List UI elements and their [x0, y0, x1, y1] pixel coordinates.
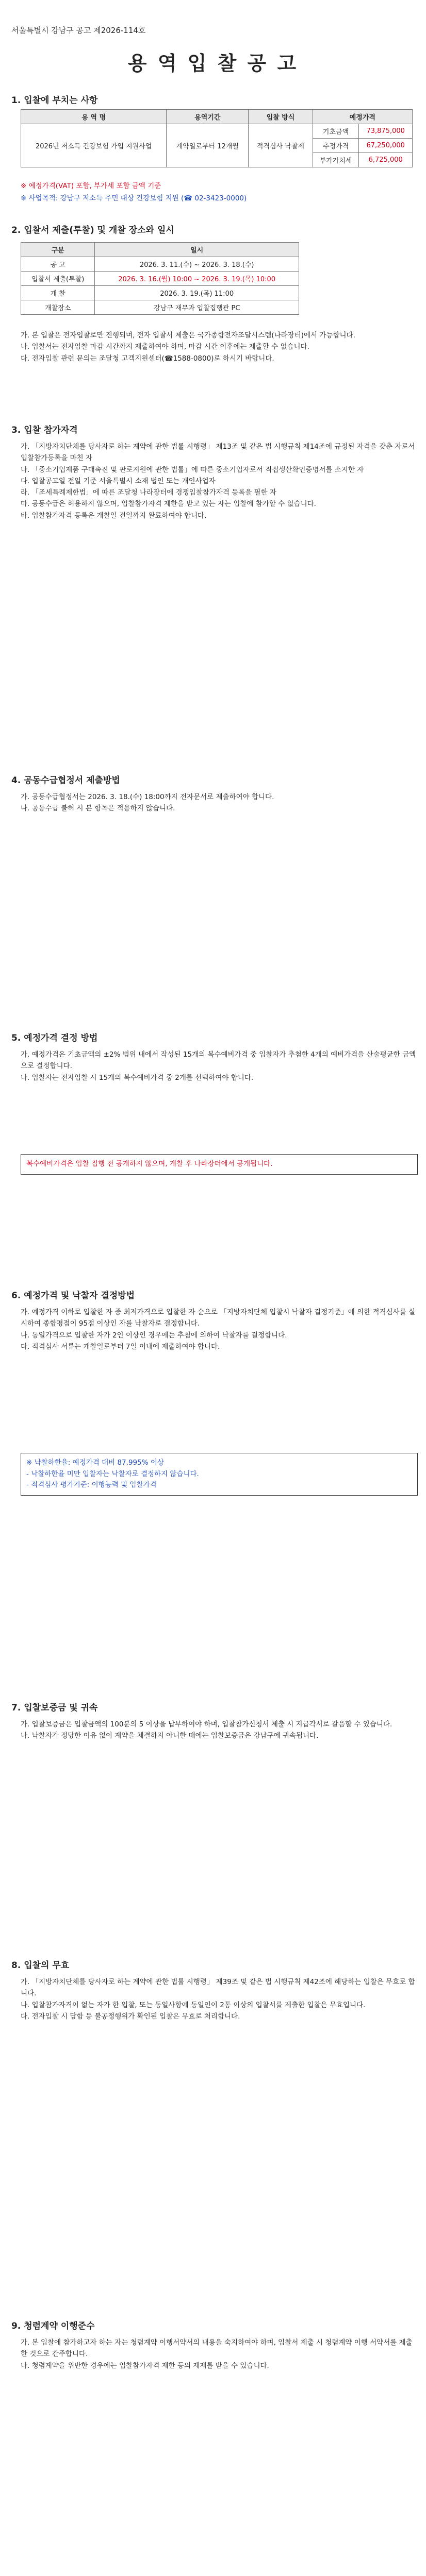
cell-method: 적격심사 낙찰제 [249, 124, 313, 167]
sec6-box-line: - 낙찰하한율 미만 입찰자는 낙찰자로 결정하지 않습니다. [26, 1469, 199, 1478]
cell-service-name: 2026년 저소득 건강보험 가입 지원사업 [21, 124, 167, 167]
sec6-item: 다. 적격심사 서류는 개찰일로부터 7일 이내에 제출하여야 합니다. [21, 1342, 220, 1351]
section-9-title: 9. 청렴계약 이행준수 [11, 2321, 95, 2331]
sec6-item: 나. 동일가격으로 입찰한 자가 2인 이상인 경우에는 추첨에 의하여 낙찰자를 결정합니다. [21, 1331, 287, 1340]
sec7-item: 나. 낙찰자가 정당한 이유 없이 계약을 체결하지 아니한 때에는 입찰보증금은 강남구에 귀속됩니다. [21, 1732, 319, 1740]
sec3-item: 마. 공동수급은 허용하지 않으며, 입찰참가자격 제한을 받고 있는 자는 입찰에 참가할 수 없습니다. [21, 500, 316, 509]
page-title: 용 역 입 찰 공 고 [127, 52, 299, 75]
sec5-item: 가. 예정가격은 기초금액의 ±2% 범위 내에서 작성된 15개의 복수예비가격 중 입찰자가 추첨한 4개의 예비가격을 산술평균한 금액으로 결정합니다. [21, 1050, 416, 1071]
sec3-item: 가. 「지방자치단체를 당사자로 하는 계약에 관한 법률 시행령」 제13조 및 같은 법 시행규칙 제14조에 규정된 자격을 갖춘 자로서 입찰참가등록을 마친 자 [21, 443, 415, 463]
th-kind: 구분 [21, 243, 95, 257]
cell-v: 강남구 재무과 입찰집행관 PC [95, 300, 299, 315]
th-name: 용 역 명 [21, 110, 167, 124]
section-4-title: 4. 공동수급협정서 제출방법 [11, 775, 120, 786]
cell-price-3: 6,725,000 [359, 153, 413, 167]
notice-number: 서울특별시 강남구 공고 제2026-114호 [11, 26, 146, 35]
cell-k: 개 찰 [21, 286, 95, 300]
cell-price-label-2: 추정가격 [313, 139, 359, 153]
sec3-items [21, 441, 418, 521]
cell-price-1: 73,875,000 [359, 124, 413, 139]
cell-v: 2026. 3. 11.(수) ~ 2026. 3. 18.(수) [95, 257, 299, 272]
cell-k: 개찰장소 [21, 300, 95, 315]
sec5-items [21, 1049, 418, 1083]
cell-k: 입찰서 제출(투찰) [21, 272, 95, 286]
sec2-notes [21, 330, 418, 364]
cell-v: 2026. 3. 19.(목) 11:00 [95, 286, 299, 300]
sec6-items [21, 1307, 418, 1352]
sec5-box: 복수예비가격은 입찰 집행 전 공개하지 않으며, 개찰 후 나라장터에서 공개됩니다. [21, 1154, 418, 1175]
sec8-item: 다. 전자입찰 시 담합 등 불공정행위가 확인된 입찰은 무효로 처리합니다. [21, 2012, 240, 2021]
sec7-item: 가. 입찰보증금은 입찰금액의 100분의 5 이상을 납부하여야 하며, 입찰참가신청서 제출 시 지급각서로 갈음할 수 있습니다. [21, 1720, 392, 1728]
sec3-item: 라. 「조세특례제한법」에 따른 조달청 나라장터에 경쟁입찰참가자격 등록을 필한 자 [21, 488, 276, 497]
section-8-title: 8. 입찰의 무효 [11, 1960, 70, 1971]
section-5-title: 5. 예정가격 결정 방법 [11, 1033, 98, 1043]
sec4-items [21, 791, 418, 815]
sec8-item: 가. 「지방자치단체를 당사자로 하는 계약에 관한 법률 시행령」 제39조 및 같은 법 시행규칙 제42조에 해당하는 입찰은 무효로 합니다. [21, 1978, 415, 1998]
cell-v: 2026. 3. 16.(월) 10:00 ~ 2026. 3. 19.(목) 10:00 [95, 272, 299, 286]
cell-period: 계약일로부터 12개월 [167, 124, 249, 167]
schedule-table [21, 242, 299, 315]
sec3-item: 나. 「중소기업제품 구매촉진 및 판로지원에 관한 법률」에 따른 중소기업자로서 직접생산확인증명서를 소지한 자 [21, 465, 364, 474]
sec9-item: 나. 청렴계약을 위반한 경우에는 입찰참가자격 제한 등의 제재를 받을 수 있습니다. [21, 2361, 269, 2370]
sec6-box-line: - 적격심사 평가기준: 이행능력 및 입찰가격 [26, 1481, 157, 1489]
sec2-note: 나. 입찰서는 전자입찰 마감 시간까지 제출하여야 하며, 마감 시간 이후에는 제출할 수 없습니다. [21, 343, 309, 351]
sec9-item: 가. 본 입찰에 참가하고자 하는 자는 청렴계약 이행서약서의 내용을 숙지하여야 하며, 입찰서 제출 시 청렴계약 이행 서약서를 제출한 것으로 간주합니다. [21, 2338, 413, 2359]
th-price: 예정가격 [313, 110, 412, 124]
sec3-item: 다. 입찰공고일 전일 기준 서울특별시 소재 법인 또는 개인사업자 [21, 477, 216, 485]
sec4-item: 나. 공동수급 불허 시 본 항목은 적용하지 않습니다. [21, 804, 175, 813]
th-datetime: 일시 [95, 243, 299, 257]
sec1-note-1: ※ 예정가격(VAT) 포함, 부가세 포함 금액 기준 [21, 182, 161, 190]
th-period: 용역기간 [167, 110, 249, 124]
bid-item-table [21, 109, 413, 167]
sec9-items [21, 2337, 418, 2371]
cell-price-label-1: 기초금액 [313, 124, 359, 139]
sec6-box [21, 1453, 418, 1496]
cell-k: 공 고 [21, 257, 95, 272]
section-1-title: 1. 입찰에 부치는 사항 [11, 95, 98, 106]
sec2-note: 가. 본 입찰은 전자입찰로만 진행되며, 전자 입찰서 제출은 국가종합전자조달시스템(나라장터)에서 가능합니다. [21, 331, 355, 340]
section-7-title: 7. 입찰보증금 및 귀속 [11, 1703, 98, 1713]
sec6-item: 가. 예정가격 이하로 입찰한 자 중 최저가격으로 입찰한 자 순으로 「지방자치단체 입찰시 낙찰자 결정기준」에 의한 적격심사를 실시하여 종합평점이 95점 이상인 자를 낙찰자로 결정합니다. [21, 1308, 416, 1328]
sec4-item: 가. 공동수급협정서는 2026. 3. 18.(수) 18:00까지 전자문서로 제출하여야 합니다. [21, 793, 274, 801]
section-3-title: 3. 입찰 참가자격 [11, 425, 78, 435]
cell-price-label-3: 부가가치세 [313, 153, 359, 167]
sec1-note-2: ※ 사업목적: 강남구 저소득 주민 대상 건강보험 지원 (☎ 02-3423-0000) [21, 194, 247, 202]
section-2-title: 2. 입찰서 제출(투찰) 및 개찰 장소와 일시 [11, 225, 174, 235]
sec2-note: 다. 전자입찰 관련 문의는 조달청 고객지원센터(☎1588-0800)로 하시기 바랍니다. [21, 354, 274, 363]
sec8-item: 나. 입찰참가자격이 없는 자가 한 입찰, 또는 동일사항에 동일인이 2통 이상의 입찰서를 제출한 입찰은 무효입니다. [21, 2001, 366, 2009]
cell-price-2: 67,250,000 [359, 139, 413, 153]
section-6-title: 6. 예정가격 및 낙찰자 결정방법 [11, 1291, 135, 1301]
sec8-items [21, 1976, 418, 2022]
sec6-box-line: ※ 낙찰하한율: 예정가격 대비 87.995% 이상 [26, 1459, 164, 1467]
sec3-item: 바. 입찰참가자격 등록은 개찰일 전일까지 완료하여야 합니다. [21, 511, 207, 520]
sec5-item: 나. 입찰자는 전자입찰 시 15개의 복수예비가격 중 2개를 선택하여야 합니다. [21, 1073, 254, 1082]
sec7-items [21, 1719, 418, 1742]
th-method: 입찰 방식 [249, 110, 313, 124]
